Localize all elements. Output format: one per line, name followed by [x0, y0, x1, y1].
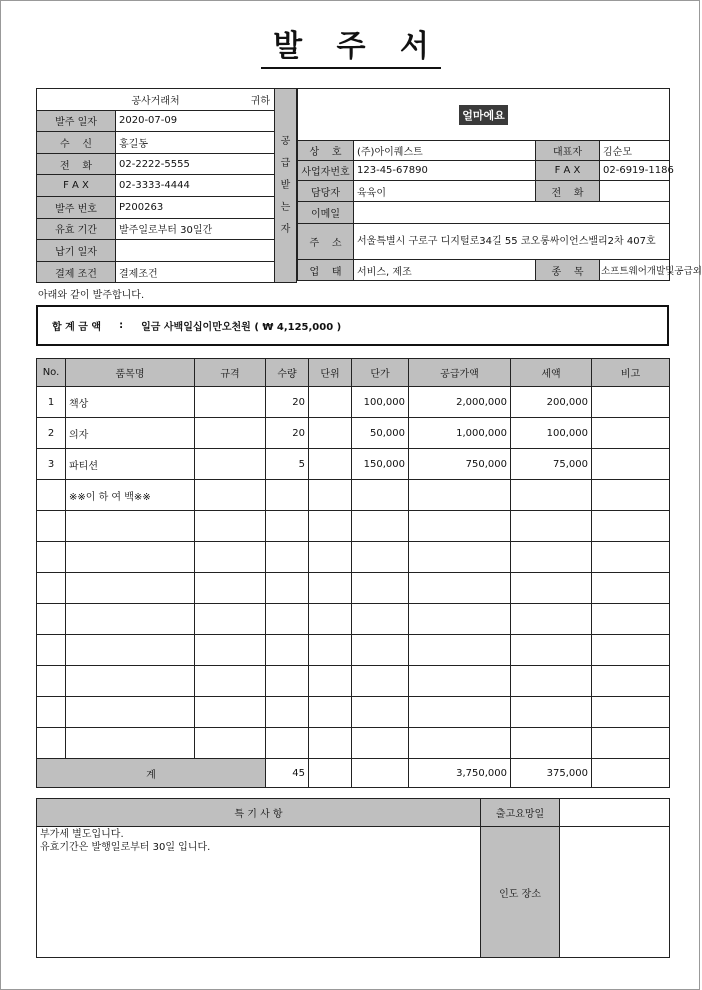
item-qty: 20 [266, 387, 309, 418]
due-date-value [116, 240, 275, 262]
item-supply: 1,000,000 [409, 418, 511, 449]
item-supply-empty [409, 542, 511, 573]
recipient-value: 홍길동 [116, 132, 275, 154]
table-row [37, 418, 670, 449]
total-amount-text: 일금 사백일십이만오천원 ( ₩ 4,125,000 ) [141, 322, 342, 333]
item-no [37, 480, 66, 511]
item-note-empty [592, 511, 670, 542]
email-label: 이메일 [298, 202, 354, 224]
vendor-honorific: 귀하 [250, 96, 270, 107]
item-price-empty [352, 542, 409, 573]
item-price-empty [352, 728, 409, 759]
empty-table-row [37, 511, 670, 542]
order-number-label: 발주 번호 [37, 196, 116, 218]
vendor-fax-value: 02-3333-4444 [116, 175, 275, 197]
item-spec-empty [195, 604, 266, 635]
item-spec-empty [195, 666, 266, 697]
item-name-empty [66, 573, 195, 604]
ship-date-value [560, 799, 670, 827]
biz-type-label: 업 태 [298, 260, 354, 281]
empty-table-row [37, 697, 670, 728]
supplier-vertical-char: 는 [280, 201, 291, 213]
notes-table [36, 798, 670, 958]
supplier-vertical-label [274, 88, 297, 283]
item-price-empty [352, 635, 409, 666]
item-no: 3 [37, 449, 66, 480]
item-spec-empty [195, 697, 266, 728]
company-name-value: (주)아이퀘스트 [354, 141, 536, 161]
item-tax [511, 480, 592, 511]
item-no-empty [37, 666, 66, 697]
supplier-info-table [297, 88, 702, 281]
item-unit-empty [309, 728, 352, 759]
summary-tax: 375,000 [511, 759, 592, 788]
address-label: 주 소 [298, 224, 354, 260]
supplier-fax-label: F A X [536, 161, 600, 181]
delivery-place-value [560, 827, 670, 958]
item-qty-empty [266, 666, 309, 697]
item-price-empty [352, 511, 409, 542]
item-unit-empty [309, 573, 352, 604]
supplier-vertical-char: 자 [280, 223, 291, 235]
item-spec-empty [195, 542, 266, 573]
order-number-value: P200263 [116, 196, 275, 218]
item-unit [309, 480, 352, 511]
document-title: 발 주 서 [261, 27, 441, 69]
order-date-label: 발주 일자 [37, 110, 116, 132]
company-logo-badge: 얼마에요 [459, 105, 508, 125]
empty-table-row [37, 542, 670, 573]
item-price-empty [352, 666, 409, 697]
summary-price [352, 759, 409, 788]
table-row [37, 387, 670, 418]
item-note [592, 449, 670, 480]
item-price-empty [352, 604, 409, 635]
item-note-empty [592, 666, 670, 697]
items-summary-row [37, 759, 670, 788]
item-unit [309, 418, 352, 449]
item-unit [309, 387, 352, 418]
item-tax: 200,000 [511, 387, 592, 418]
item-supply-empty [409, 697, 511, 728]
item-qty-empty [266, 697, 309, 728]
item-name-empty [66, 697, 195, 728]
item-name-empty [66, 604, 195, 635]
item-no: 1 [37, 387, 66, 418]
summary-unit [309, 759, 352, 788]
item-supply-empty [409, 573, 511, 604]
item-spec-empty [195, 728, 266, 759]
document-title-wrap [1, 27, 701, 69]
total-amount-box [36, 305, 669, 346]
col-no-header: No. [37, 359, 66, 387]
item-name: 책상 [66, 387, 195, 418]
col-qty-header: 수량 [266, 359, 309, 387]
item-supply-empty [409, 511, 511, 542]
manager-label: 담당자 [298, 181, 354, 202]
col-supply-header: 공급가액 [409, 359, 511, 387]
item-note [592, 480, 670, 511]
vendor-header-label: 공사거래처 [131, 95, 180, 107]
item-tax: 75,000 [511, 449, 592, 480]
ceo-value: 김순모 [600, 141, 670, 161]
supplier-fax-value: 02-6919-1186 [600, 161, 670, 181]
item-supply [409, 480, 511, 511]
item-supply-empty [409, 728, 511, 759]
validity-label: 유효 기간 [37, 218, 116, 240]
item-no-empty [37, 728, 66, 759]
item-tax-empty [511, 542, 592, 573]
item-price-empty [352, 573, 409, 604]
item-no-empty [37, 604, 66, 635]
item-qty-empty [266, 635, 309, 666]
item-name: 의자 [66, 418, 195, 449]
item-qty-empty [266, 728, 309, 759]
item-spec [195, 449, 266, 480]
item-tax-empty [511, 635, 592, 666]
item-supply: 750,000 [409, 449, 511, 480]
biz-type-value: 서비스, 제조 [354, 260, 536, 281]
item-unit [309, 449, 352, 480]
item-no-empty [37, 542, 66, 573]
empty-table-row [37, 573, 670, 604]
item-no-empty [37, 635, 66, 666]
col-unit-header: 단위 [309, 359, 352, 387]
col-name-header: 품목명 [66, 359, 195, 387]
items-header-row [37, 359, 670, 387]
item-note-empty [592, 728, 670, 759]
vendor-header [37, 89, 275, 111]
manager-value: 육육이 [354, 181, 536, 202]
payment-terms-label: 결제 조건 [37, 261, 116, 283]
summary-note [592, 759, 670, 788]
items-body [37, 387, 670, 759]
col-tax-header: 세액 [511, 359, 592, 387]
item-tax-empty [511, 511, 592, 542]
payment-terms-value: 결제조건 [116, 261, 275, 283]
item-qty [266, 480, 309, 511]
items-table [36, 358, 670, 788]
biz-no-value: 123-45-67890 [354, 161, 536, 181]
company-logo-cell [298, 89, 670, 141]
special-notes-header: 특 기 사 항 [37, 799, 481, 827]
item-note-empty [592, 573, 670, 604]
validity-value: 발주일로부터 30일간 [116, 218, 275, 240]
item-note-empty [592, 604, 670, 635]
vendor-phone-label: 전 화 [37, 153, 116, 175]
item-qty-empty [266, 573, 309, 604]
empty-table-row [37, 666, 670, 697]
item-no-empty [37, 697, 66, 728]
item-supply-empty [409, 666, 511, 697]
vendor-info-table [36, 88, 275, 283]
item-qty-empty [266, 542, 309, 573]
col-note-header: 비고 [592, 359, 670, 387]
item-unit-empty [309, 542, 352, 573]
item-name-empty [66, 728, 195, 759]
item-unit-empty [309, 511, 352, 542]
item-qty: 20 [266, 418, 309, 449]
col-spec-header: 규격 [195, 359, 266, 387]
item-note-empty [592, 697, 670, 728]
supplier-vertical-char: 공 [280, 135, 291, 147]
ship-date-label: 출고요망일 [481, 799, 560, 827]
item-note [592, 387, 670, 418]
biz-item-value: 소프트웨어개발및공급외 [600, 260, 670, 281]
vendor-phone-value: 02-2222-5555 [116, 153, 275, 175]
item-spec-empty [195, 635, 266, 666]
item-tax-empty [511, 604, 592, 635]
special-note-line: 부가세 별도입니다. [40, 829, 124, 840]
item-spec [195, 418, 266, 449]
item-spec-empty [195, 573, 266, 604]
item-tax-empty [511, 573, 592, 604]
item-qty: 5 [266, 449, 309, 480]
item-qty-empty [266, 511, 309, 542]
item-tax-empty [511, 697, 592, 728]
item-supply-empty [409, 635, 511, 666]
address-value: 서울특별시 구로구 디지털로34길 55 코오롱싸이언스밸리2차 407호 [354, 224, 670, 260]
biz-item-label: 종 목 [536, 260, 600, 281]
col-price-header: 단가 [352, 359, 409, 387]
vendor-fax-label: F A X [37, 175, 116, 197]
delivery-place-label: 인도 장소 [481, 827, 560, 958]
item-name-empty [66, 635, 195, 666]
total-amount-colon: : [119, 320, 124, 331]
item-no-empty [37, 511, 66, 542]
table-row [37, 480, 670, 511]
item-price: 100,000 [352, 387, 409, 418]
empty-table-row [37, 604, 670, 635]
item-unit-empty [309, 604, 352, 635]
item-supply: 2,000,000 [409, 387, 511, 418]
item-spec-empty [195, 511, 266, 542]
item-note-empty [592, 635, 670, 666]
summary-supply: 3,750,000 [409, 759, 511, 788]
ceo-label: 대표자 [536, 141, 600, 161]
item-price [352, 480, 409, 511]
item-price: 50,000 [352, 418, 409, 449]
company-name-label: 상 호 [298, 141, 354, 161]
item-name-empty [66, 511, 195, 542]
order-date-value: 2020-07-09 [116, 110, 275, 132]
item-unit-empty [309, 666, 352, 697]
item-price: 150,000 [352, 449, 409, 480]
special-notes-body [37, 827, 481, 958]
item-name: 파티션 [66, 449, 195, 480]
order-notice: 아래와 같이 발주합니다. [38, 290, 145, 301]
summary-qty: 45 [266, 759, 309, 788]
item-unit-empty [309, 697, 352, 728]
item-supply-empty [409, 604, 511, 635]
supplier-vertical-char: 받 [280, 179, 291, 191]
due-date-label: 납기 일자 [37, 240, 116, 262]
item-name-empty [66, 542, 195, 573]
supplier-vertical-char: 급 [280, 157, 291, 169]
table-row [37, 449, 670, 480]
total-amount-label: 합 계 금 액 [52, 322, 102, 333]
item-spec [195, 387, 266, 418]
summary-label: 계 [37, 759, 266, 788]
supplier-phone-label: 전 화 [536, 181, 600, 202]
special-note-line: 유효기간은 발행일로부터 30일 입니다. [40, 842, 211, 853]
empty-table-row [37, 635, 670, 666]
item-no-empty [37, 573, 66, 604]
item-tax-empty [511, 666, 592, 697]
recipient-label: 수 신 [37, 132, 116, 154]
item-price-empty [352, 697, 409, 728]
item-tax-empty [511, 728, 592, 759]
item-name: ※※이 하 여 백※※ [66, 480, 195, 511]
item-note-empty [592, 542, 670, 573]
item-no: 2 [37, 418, 66, 449]
email-value [354, 202, 670, 224]
empty-table-row [37, 728, 670, 759]
item-unit-empty [309, 635, 352, 666]
item-name-empty [66, 666, 195, 697]
item-tax: 100,000 [511, 418, 592, 449]
biz-no-label: 사업자번호 [298, 161, 354, 181]
supplier-phone-value [600, 181, 670, 202]
item-note [592, 418, 670, 449]
item-qty-empty [266, 604, 309, 635]
item-spec [195, 480, 266, 511]
